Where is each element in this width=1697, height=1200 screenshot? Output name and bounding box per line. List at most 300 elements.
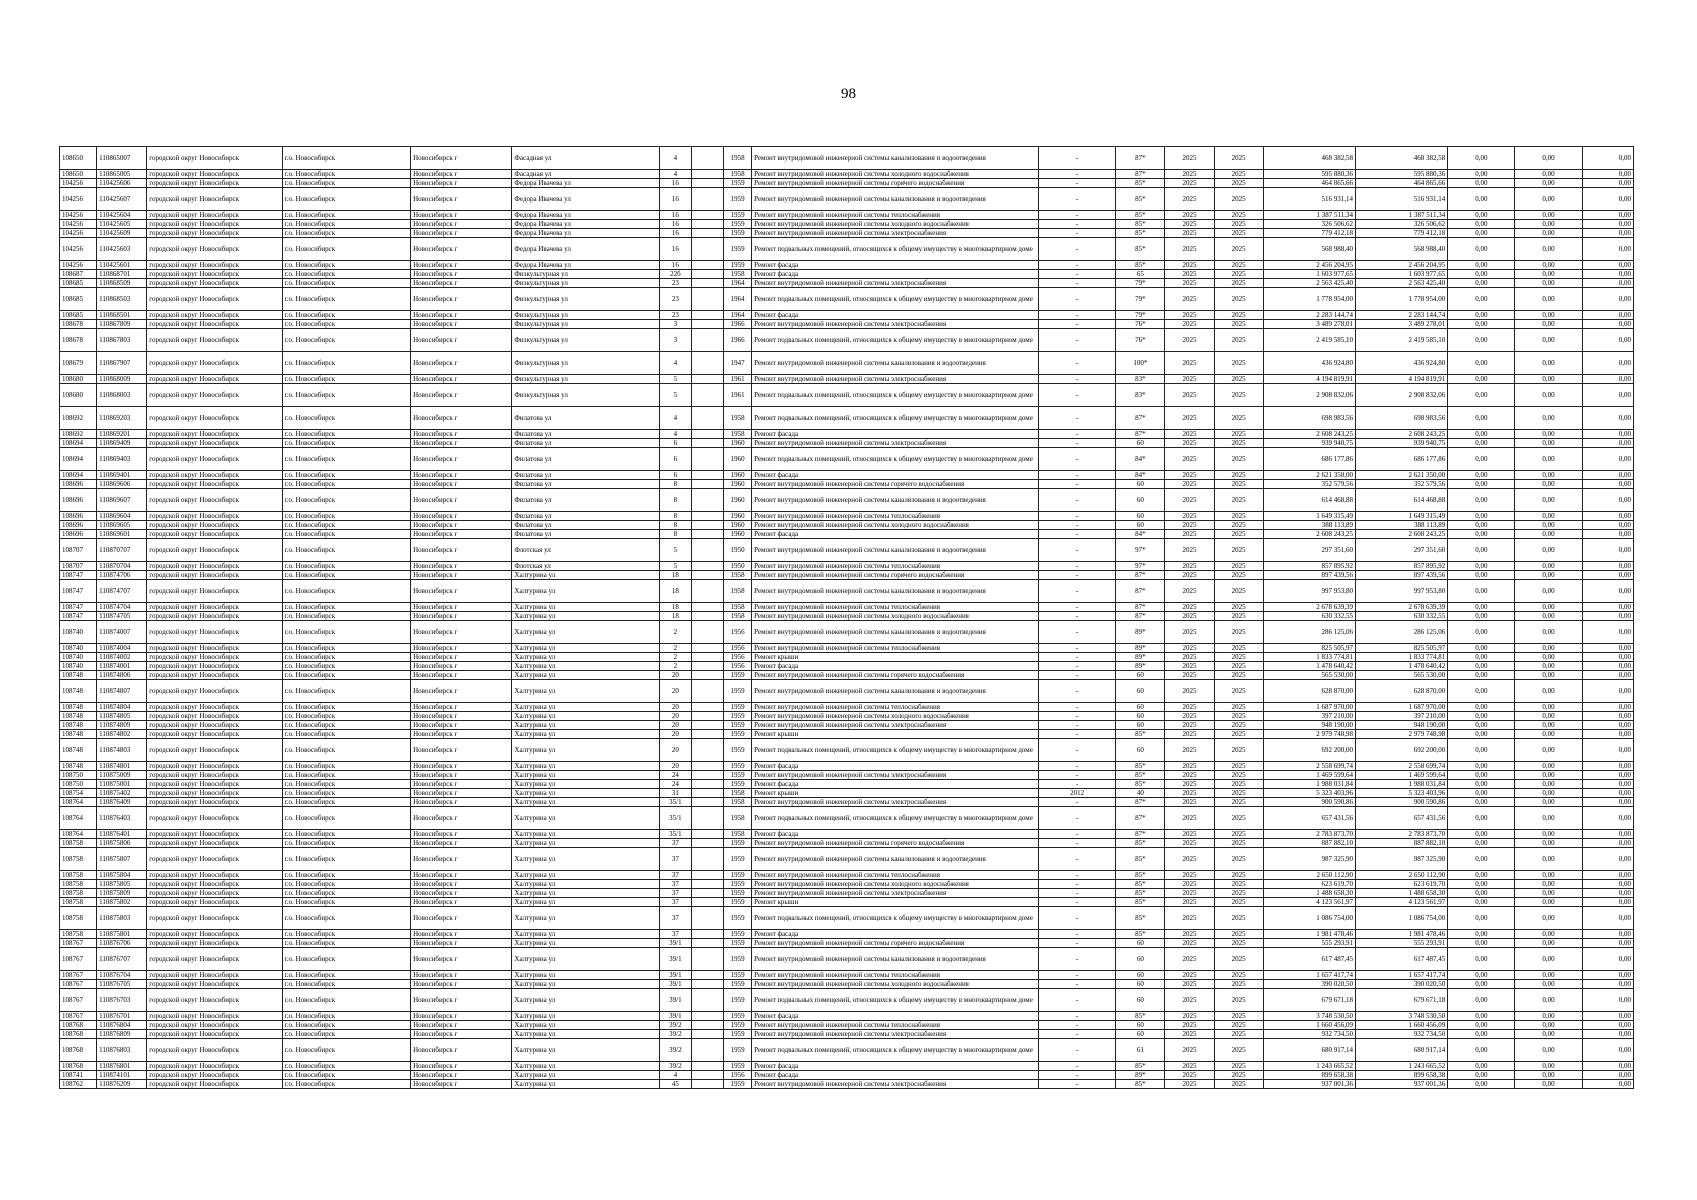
- cell-building: [691, 603, 723, 612]
- cell-owners: 0,00: [1582, 948, 1633, 971]
- cell-work-id: 110875009: [97, 771, 147, 780]
- cell-work-type: Ремонт внутридомовой инженерной системы электроснабжения: [752, 771, 1039, 780]
- cell-last-repair-year: -: [1039, 848, 1116, 871]
- cell-house-number: 39/1: [659, 989, 691, 1012]
- cell-house-number: 37: [659, 898, 691, 907]
- cell-wear-percent: 85*: [1116, 771, 1165, 780]
- cell-plan-end: 2025: [1214, 680, 1263, 703]
- cell-last-repair-year: -: [1039, 839, 1116, 848]
- cell-district: г.о. Новосибирск: [282, 703, 410, 712]
- cell-house-id: 108694: [60, 448, 97, 471]
- cell-federal: 0,00: [1448, 211, 1515, 220]
- cell-municipality: городской округ Новосибирск: [147, 430, 282, 439]
- cell-house-id: 108768: [60, 1039, 97, 1062]
- cell-year-built: 1958: [724, 603, 752, 612]
- cell-year-built: 1959: [724, 1080, 752, 1089]
- cell-building: [691, 789, 723, 798]
- cell-house-number: 22б: [659, 270, 691, 279]
- table-row: [60, 621, 1634, 644]
- cell-street: Халтурина ул: [512, 1080, 659, 1089]
- table-row: [60, 375, 1634, 384]
- cell-house-id: 108747: [60, 612, 97, 621]
- cell-work-type: Ремонт фасада: [752, 662, 1039, 671]
- cell-owners: 0,00: [1582, 375, 1633, 384]
- cell-federal: 0,00: [1448, 311, 1515, 320]
- cell-federal: 0,00: [1448, 621, 1515, 644]
- cell-federal: 0,00: [1448, 384, 1515, 407]
- cell-year-built: 1961: [724, 375, 752, 384]
- cell-street: Халтурина ул: [512, 971, 659, 980]
- cell-street: Физкультурная ул: [512, 279, 659, 288]
- cell-plan-end: 2025: [1214, 279, 1263, 288]
- cell-owners: 0,00: [1582, 839, 1633, 848]
- cell-house-id: 108680: [60, 384, 97, 407]
- cell-municipal: 0,00: [1515, 270, 1582, 279]
- cell-house-id: 108747: [60, 571, 97, 580]
- cell-plan-start: 2025: [1165, 980, 1214, 989]
- cell-work-id: 110868003: [97, 384, 147, 407]
- cell-municipal: 0,00: [1515, 320, 1582, 329]
- table-row: [60, 311, 1634, 320]
- cell-work-type: Ремонт подвальных помещений, относящихся к общему имуществу в многоквартирном доме: [752, 288, 1039, 311]
- cell-municipal: 0,00: [1515, 907, 1582, 930]
- cell-municipal: 0,00: [1515, 880, 1582, 889]
- cell-municipality: городской округ Новосибирск: [147, 871, 282, 880]
- cell-work-id: 110874805: [97, 712, 147, 721]
- cell-street: Халтурина ул: [512, 889, 659, 898]
- cell-municipal: 0,00: [1515, 1039, 1582, 1062]
- cell-federal: 0,00: [1448, 871, 1515, 880]
- cell-regional-fund: 657 431,56: [1355, 807, 1447, 830]
- cell-federal: 0,00: [1448, 521, 1515, 530]
- cell-owners: 0,00: [1582, 789, 1633, 798]
- cell-municipal: 0,00: [1515, 311, 1582, 320]
- cell-year-built: 1959: [724, 229, 752, 238]
- cell-regional-fund: 464 865,66: [1355, 179, 1447, 188]
- cell-federal: 0,00: [1448, 147, 1515, 170]
- table-row: [60, 739, 1634, 762]
- cell-municipal: 0,00: [1515, 439, 1582, 448]
- cell-city: Новосибирск г: [411, 939, 512, 948]
- cell-municipality: городской округ Новосибирск: [147, 644, 282, 653]
- cell-city: Новосибирск г: [411, 703, 512, 712]
- cell-district: г.о. Новосибирск: [282, 980, 410, 989]
- cell-year-built: 1959: [724, 261, 752, 270]
- cell-city: Новосибирск г: [411, 1021, 512, 1030]
- cell-district: г.о. Новосибирск: [282, 329, 410, 352]
- cell-regional-fund: 2 283 144,74: [1355, 311, 1447, 320]
- cell-street: Филатова ул: [512, 489, 659, 512]
- cell-municipality: городской округ Новосибирск: [147, 839, 282, 848]
- table-row: [60, 880, 1634, 889]
- table-row: [60, 762, 1634, 771]
- cell-plan-end: 2025: [1214, 489, 1263, 512]
- cell-wear-percent: 100*: [1116, 352, 1165, 375]
- cell-municipal: 0,00: [1515, 830, 1582, 839]
- cell-district: г.о. Новосибирск: [282, 352, 410, 375]
- cell-work-id: 110869401: [97, 471, 147, 480]
- cell-plan-end: 2025: [1214, 603, 1263, 612]
- cell-year-built: 1960: [724, 448, 752, 471]
- cell-building: [691, 471, 723, 480]
- cell-street: Халтурина ул: [512, 948, 659, 971]
- cell-federal: 0,00: [1448, 703, 1515, 712]
- cell-district: г.о. Новосибирск: [282, 839, 410, 848]
- cell-street: Фасадная ул: [512, 147, 659, 170]
- cell-last-repair-year: -: [1039, 662, 1116, 671]
- cell-street: Халтурина ул: [512, 1012, 659, 1021]
- cell-plan-end: 2025: [1214, 703, 1263, 712]
- cell-total-cost: 2 908 832,06: [1263, 384, 1355, 407]
- cell-wear-percent: 76*: [1116, 329, 1165, 352]
- cell-municipal: 0,00: [1515, 539, 1582, 562]
- cell-last-repair-year: -: [1039, 798, 1116, 807]
- cell-last-repair-year: -: [1039, 739, 1116, 762]
- cell-street: Халтурина ул: [512, 1021, 659, 1030]
- cell-regional-fund: 1 657 417,74: [1355, 971, 1447, 980]
- cell-house-id: 104256: [60, 211, 97, 220]
- cell-last-repair-year: -: [1039, 1071, 1116, 1080]
- cell-street: Халтурина ул: [512, 730, 659, 739]
- cell-building: [691, 848, 723, 871]
- cell-municipal: 0,00: [1515, 1080, 1582, 1089]
- cell-total-cost: 1 649 315,49: [1263, 512, 1355, 521]
- cell-work-id: 110869403: [97, 448, 147, 471]
- cell-house-id: 108685: [60, 288, 97, 311]
- cell-last-repair-year: -: [1039, 871, 1116, 880]
- cell-regional-fund: 565 530,00: [1355, 671, 1447, 680]
- cell-municipal: 0,00: [1515, 179, 1582, 188]
- cell-city: Новосибирск г: [411, 680, 512, 703]
- cell-municipal: 0,00: [1515, 571, 1582, 580]
- cell-wear-percent: 60: [1116, 1030, 1165, 1039]
- cell-plan-start: 2025: [1165, 352, 1214, 375]
- cell-building: [691, 311, 723, 320]
- cell-city: Новосибирск г: [411, 352, 512, 375]
- cell-district: г.о. Новосибирск: [282, 739, 410, 762]
- cell-year-built: 1959: [724, 671, 752, 680]
- cell-house-id: 108650: [60, 170, 97, 179]
- cell-regional-fund: 779 412,18: [1355, 229, 1447, 238]
- cell-municipality: городской округ Новосибирск: [147, 662, 282, 671]
- cell-house-id: 108767: [60, 939, 97, 948]
- cell-regional-fund: 3 489 278,01: [1355, 320, 1447, 329]
- cell-municipal: 0,00: [1515, 375, 1582, 384]
- cell-regional-fund: 2 621 350,00: [1355, 471, 1447, 480]
- cell-total-cost: 932 734,50: [1263, 1030, 1355, 1039]
- cell-street: Халтурина ул: [512, 680, 659, 703]
- cell-year-built: 1964: [724, 279, 752, 288]
- cell-regional-fund: 388 113,89: [1355, 521, 1447, 530]
- cell-regional-fund: 2 979 748,98: [1355, 730, 1447, 739]
- cell-plan-end: 2025: [1214, 798, 1263, 807]
- cell-city: Новосибирск г: [411, 980, 512, 989]
- cell-work-id: 110874001: [97, 662, 147, 671]
- cell-regional-fund: 2 908 832,06: [1355, 384, 1447, 407]
- cell-year-built: 1959: [724, 907, 752, 930]
- cell-work-type: Ремонт внутридомовой инженерной системы холодного водоснабжения: [752, 712, 1039, 721]
- cell-year-built: 1959: [724, 1030, 752, 1039]
- cell-municipal: 0,00: [1515, 448, 1582, 471]
- cell-district: г.о. Новосибирск: [282, 448, 410, 471]
- cell-city: Новосибирск г: [411, 789, 512, 798]
- cell-federal: 0,00: [1448, 889, 1515, 898]
- cell-street: Физкультурная ул: [512, 352, 659, 375]
- cell-owners: 0,00: [1582, 448, 1633, 471]
- cell-street: Федора Ивачева ул: [512, 211, 659, 220]
- cell-last-repair-year: -: [1039, 603, 1116, 612]
- cell-house-id: 108650: [60, 147, 97, 170]
- cell-street: Халтурина ул: [512, 653, 659, 662]
- cell-house-number: 24: [659, 780, 691, 789]
- cell-city: Новосибирск г: [411, 439, 512, 448]
- cell-owners: 0,00: [1582, 261, 1633, 270]
- cell-municipal: 0,00: [1515, 220, 1582, 229]
- cell-federal: 0,00: [1448, 730, 1515, 739]
- cell-municipality: городской округ Новосибирск: [147, 229, 282, 238]
- cell-plan-start: 2025: [1165, 480, 1214, 489]
- cell-plan-end: 2025: [1214, 580, 1263, 603]
- cell-street: Физкультурная ул: [512, 375, 659, 384]
- cell-municipality: городской округ Новосибирск: [147, 521, 282, 530]
- cell-house-id: 108758: [60, 889, 97, 898]
- table-row: [60, 211, 1634, 220]
- cell-street: Халтурина ул: [512, 762, 659, 771]
- cell-regional-fund: 2 608 243,25: [1355, 530, 1447, 539]
- cell-federal: 0,00: [1448, 644, 1515, 653]
- cell-plan-end: 2025: [1214, 1030, 1263, 1039]
- cell-municipal: 0,00: [1515, 471, 1582, 480]
- cell-federal: 0,00: [1448, 448, 1515, 471]
- cell-plan-start: 2025: [1165, 489, 1214, 512]
- cell-work-type: Ремонт внутридомовой инженерной системы теплоснабжения: [752, 871, 1039, 880]
- cell-district: г.о. Новосибирск: [282, 489, 410, 512]
- cell-wear-percent: 60: [1116, 703, 1165, 712]
- cell-municipal: 0,00: [1515, 671, 1582, 680]
- cell-plan-start: 2025: [1165, 939, 1214, 948]
- cell-city: Новосибирск г: [411, 1071, 512, 1080]
- cell-year-built: 1958: [724, 789, 752, 798]
- cell-work-id: 110875809: [97, 889, 147, 898]
- cell-federal: 0,00: [1448, 279, 1515, 288]
- cell-municipal: 0,00: [1515, 971, 1582, 980]
- cell-owners: 0,00: [1582, 471, 1633, 480]
- cell-work-id: 110875805: [97, 880, 147, 889]
- cell-city: Новосибирск г: [411, 907, 512, 930]
- cell-wear-percent: 76*: [1116, 320, 1165, 329]
- cell-federal: 0,00: [1448, 989, 1515, 1012]
- cell-plan-end: 2025: [1214, 621, 1263, 644]
- cell-district: г.о. Новосибирск: [282, 521, 410, 530]
- cell-federal: 0,00: [1448, 971, 1515, 980]
- cell-street: Федора Ивачева ул: [512, 179, 659, 188]
- cell-plan-start: 2025: [1165, 671, 1214, 680]
- cell-house-id: 108767: [60, 989, 97, 1012]
- cell-house-id: 108696: [60, 521, 97, 530]
- cell-house-id: 108748: [60, 762, 97, 771]
- cell-building: [691, 238, 723, 261]
- cell-last-repair-year: -: [1039, 288, 1116, 311]
- cell-work-id: 110425607: [97, 188, 147, 211]
- cell-plan-start: 2025: [1165, 288, 1214, 311]
- cell-municipality: городской округ Новосибирск: [147, 907, 282, 930]
- cell-work-type: Ремонт внутридомовой инженерной системы горячего водоснабжения: [752, 939, 1039, 948]
- cell-regional-fund: 937 001,36: [1355, 1080, 1447, 1089]
- cell-district: г.о. Новосибирск: [282, 320, 410, 329]
- cell-street: Халтурина ул: [512, 798, 659, 807]
- cell-wear-percent: 89*: [1116, 621, 1165, 644]
- cell-city: Новосибирск г: [411, 644, 512, 653]
- cell-building: [691, 220, 723, 229]
- cell-regional-fund: 2 419 585,10: [1355, 329, 1447, 352]
- cell-street: Халтурина ул: [512, 830, 659, 839]
- cell-federal: 0,00: [1448, 1030, 1515, 1039]
- cell-municipal: 0,00: [1515, 188, 1582, 211]
- cell-year-built: 1959: [724, 211, 752, 220]
- cell-plan-end: 2025: [1214, 1080, 1263, 1089]
- cell-work-type: Ремонт крыши: [752, 730, 1039, 739]
- cell-wear-percent: 87*: [1116, 807, 1165, 830]
- cell-wear-percent: 87*: [1116, 612, 1165, 621]
- cell-city: Новосибирск г: [411, 603, 512, 612]
- cell-municipality: городской округ Новосибирск: [147, 680, 282, 703]
- cell-house-number: 20: [659, 739, 691, 762]
- cell-total-cost: 948 190,00: [1263, 721, 1355, 730]
- cell-federal: 0,00: [1448, 170, 1515, 179]
- cell-owners: 0,00: [1582, 329, 1633, 352]
- cell-work-id: 110874101: [97, 1071, 147, 1080]
- cell-city: Новосибирск г: [411, 612, 512, 621]
- cell-plan-start: 2025: [1165, 407, 1214, 430]
- cell-district: г.о. Новосибирск: [282, 621, 410, 644]
- cell-plan-start: 2025: [1165, 179, 1214, 188]
- cell-federal: 0,00: [1448, 530, 1515, 539]
- cell-wear-percent: 85*: [1116, 780, 1165, 789]
- cell-plan-end: 2025: [1214, 1062, 1263, 1071]
- cell-city: Новосибирск г: [411, 712, 512, 721]
- cell-last-repair-year: -: [1039, 512, 1116, 521]
- cell-municipal: 0,00: [1515, 407, 1582, 430]
- cell-wear-percent: 60: [1116, 489, 1165, 512]
- cell-work-id: 110870704: [97, 562, 147, 571]
- cell-work-type: Ремонт внутридомовой инженерной системы теплоснабжения: [752, 1021, 1039, 1030]
- cell-plan-end: 2025: [1214, 407, 1263, 430]
- cell-plan-end: 2025: [1214, 311, 1263, 320]
- cell-work-type: Ремонт внутридомовой инженерной системы канализования и водоотведения: [752, 580, 1039, 603]
- cell-district: г.о. Новосибирск: [282, 989, 410, 1012]
- cell-total-cost: 1 469 599,64: [1263, 771, 1355, 780]
- cell-federal: 0,00: [1448, 238, 1515, 261]
- cell-federal: 0,00: [1448, 830, 1515, 839]
- cell-district: г.о. Новосибирск: [282, 730, 410, 739]
- cell-year-built: 1958: [724, 580, 752, 603]
- cell-wear-percent: 85*: [1116, 930, 1165, 939]
- cell-municipality: городской округ Новосибирск: [147, 375, 282, 384]
- cell-municipality: городской округ Новосибирск: [147, 771, 282, 780]
- cell-work-id: 110869201: [97, 430, 147, 439]
- cell-federal: 0,00: [1448, 320, 1515, 329]
- cell-owners: 0,00: [1582, 662, 1633, 671]
- cell-district: г.о. Новосибирск: [282, 439, 410, 448]
- cell-wear-percent: 85*: [1116, 907, 1165, 930]
- cell-year-built: 1959: [724, 680, 752, 703]
- cell-work-type: Ремонт внутридомовой инженерной системы горячего водоснабжения: [752, 179, 1039, 188]
- cell-regional-fund: 436 924,80: [1355, 352, 1447, 375]
- cell-house-number: 39/1: [659, 971, 691, 980]
- cell-plan-end: 2025: [1214, 220, 1263, 229]
- cell-work-type: Ремонт внутридомовой инженерной системы теплоснабжения: [752, 971, 1039, 980]
- cell-municipal: 0,00: [1515, 521, 1582, 530]
- cell-street: Физкультурная ул: [512, 288, 659, 311]
- cell-owners: 0,00: [1582, 721, 1633, 730]
- cell-work-type: Ремонт внутридомовой инженерной системы электроснабжения: [752, 1080, 1039, 1089]
- cell-municipal: 0,00: [1515, 898, 1582, 907]
- cell-work-type: Ремонт внутридомовой инженерной системы горячего водоснабжения: [752, 839, 1039, 848]
- cell-municipality: городской округ Новосибирск: [147, 898, 282, 907]
- cell-plan-end: 2025: [1214, 1021, 1263, 1030]
- cell-house-number: 37: [659, 871, 691, 880]
- cell-year-built: 1959: [724, 188, 752, 211]
- table-row: [60, 480, 1634, 489]
- cell-last-repair-year: -: [1039, 712, 1116, 721]
- table-row: [60, 662, 1634, 671]
- cell-work-id: 110876403: [97, 807, 147, 830]
- cell-municipal: 0,00: [1515, 261, 1582, 270]
- cell-building: [691, 320, 723, 329]
- cell-street: Халтурина ул: [512, 839, 659, 848]
- cell-wear-percent: 60: [1116, 439, 1165, 448]
- cell-regional-fund: 887 882,10: [1355, 839, 1447, 848]
- cell-plan-start: 2025: [1165, 971, 1214, 980]
- cell-house-id: 108678: [60, 320, 97, 329]
- cell-building: [691, 147, 723, 170]
- cell-street: Физкультурная ул: [512, 270, 659, 279]
- cell-municipality: городской округ Новосибирск: [147, 311, 282, 320]
- cell-work-type: Ремонт внутридомовой инженерной системы электроснабжения: [752, 320, 1039, 329]
- cell-federal: 0,00: [1448, 721, 1515, 730]
- cell-house-number: 16: [659, 261, 691, 270]
- cell-plan-end: 2025: [1214, 571, 1263, 580]
- cell-wear-percent: 85*: [1116, 1062, 1165, 1071]
- cell-municipal: 0,00: [1515, 489, 1582, 512]
- cell-work-type: Ремонт внутридомовой инженерной системы теплоснабжения: [752, 211, 1039, 220]
- cell-work-type: Ремонт подвальных помещений, относящихся к общему имуществу в многоквартирном доме: [752, 1039, 1039, 1062]
- cell-house-id: 108740: [60, 662, 97, 671]
- cell-total-cost: 1 086 754,00: [1263, 907, 1355, 930]
- cell-plan-end: 2025: [1214, 288, 1263, 311]
- cell-federal: 0,00: [1448, 662, 1515, 671]
- cell-municipality: городской округ Новосибирск: [147, 848, 282, 871]
- cell-wear-percent: 84*: [1116, 471, 1165, 480]
- cell-regional-fund: 568 988,40: [1355, 238, 1447, 261]
- cell-building: [691, 653, 723, 662]
- cell-plan-start: 2025: [1165, 807, 1214, 830]
- cell-work-type: Ремонт внутридомовой инженерной системы электроснабжения: [752, 721, 1039, 730]
- cell-house-number: 4: [659, 407, 691, 430]
- cell-building: [691, 489, 723, 512]
- cell-work-type: Ремонт внутридомовой инженерной системы канализования и водоотведения: [752, 948, 1039, 971]
- cell-house-number: 39/1: [659, 948, 691, 971]
- cell-work-type: Ремонт внутридомовой инженерной системы холодного водоснабжения: [752, 612, 1039, 621]
- cell-municipal: 0,00: [1515, 329, 1582, 352]
- cell-last-repair-year: -: [1039, 730, 1116, 739]
- cell-plan-end: 2025: [1214, 329, 1263, 352]
- cell-building: [691, 703, 723, 712]
- cell-federal: 0,00: [1448, 1062, 1515, 1071]
- cell-federal: 0,00: [1448, 798, 1515, 807]
- cell-house-number: 37: [659, 889, 691, 898]
- cell-street: Филатова ул: [512, 521, 659, 530]
